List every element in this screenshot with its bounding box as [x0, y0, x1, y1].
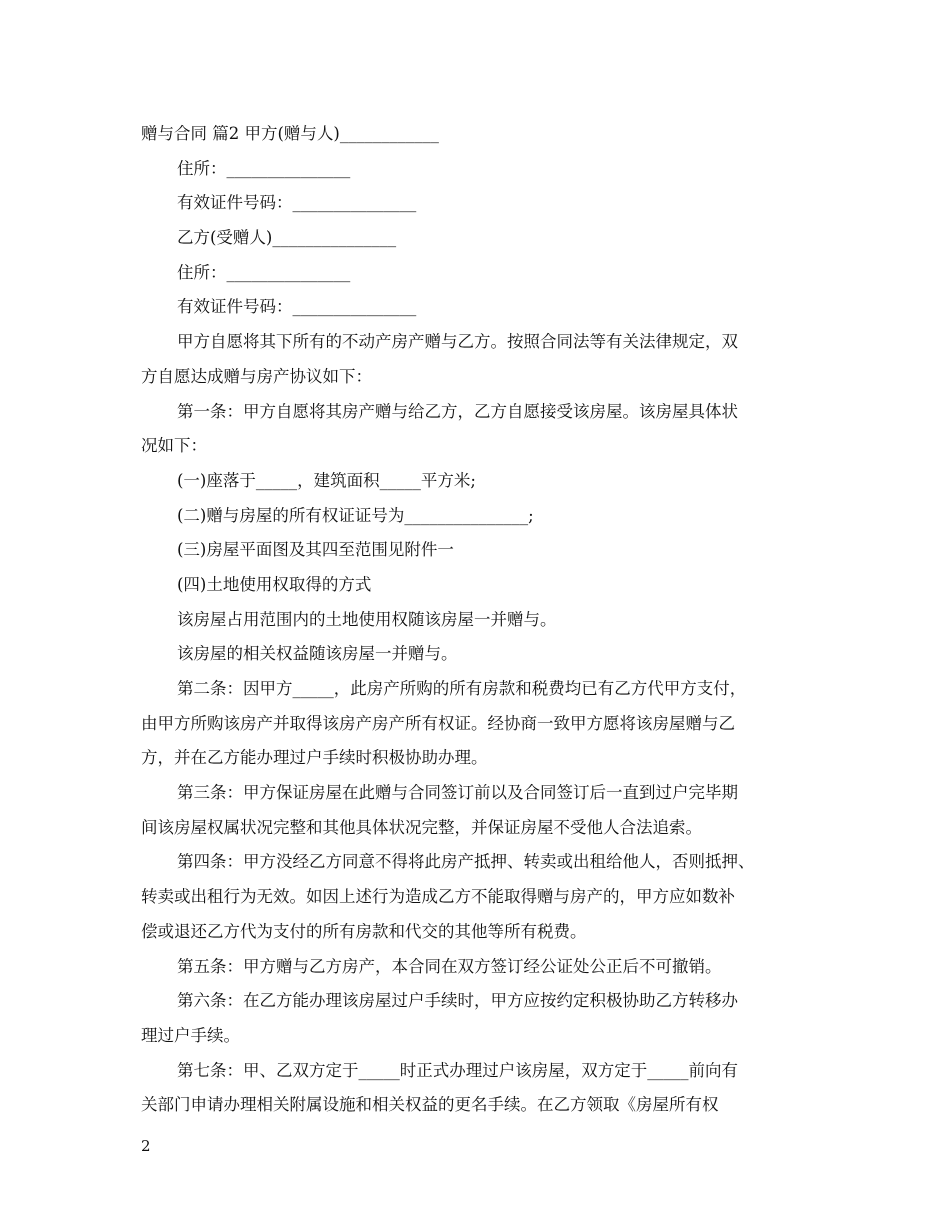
document-line: 乙方(受赠人)_______________: [177, 228, 397, 248]
document-line: 由甲方所购该房产并取得该房产房产所有权证。经协商一致甲方愿将该房屋赠与乙: [141, 713, 735, 733]
page-number: 2: [141, 1137, 151, 1155]
document-line: 第四条：甲方没经乙方同意不得将此房产抵押、转卖或出租给他人，否则抵押、: [177, 852, 755, 872]
document-line: 第三条：甲方保证房屋在此赠与合同签订前以及合同签订后一直到过户完毕期: [177, 783, 738, 803]
document-line: 该房屋的相关权益随该房屋一并赠与。: [177, 644, 458, 664]
document-line: 理过户手续。: [141, 1025, 240, 1045]
document-line: (二)赠与房屋的所有权证证号为_______________;: [177, 505, 534, 525]
document-line: 第七条：甲、乙双方定于_____时正式办理过户该房屋，双方定于_____前向有: [177, 1060, 738, 1080]
document-line: 方，并在乙方能办理过户手续时积极协助办理。: [141, 748, 488, 768]
document-line: (一)座落于_____，建筑面积_____平方米;: [177, 470, 476, 490]
document-body: [141, 117, 813, 1123]
document-line: 第一条：甲方自愿将其房产赠与给乙方，乙方自愿接受该房屋。该房屋具体状: [177, 401, 738, 421]
document-line: 该房屋占用范围内的土地使用权随该房屋一并赠与。: [177, 609, 557, 629]
document-line: 方自愿达成赠与房产协议如下：: [141, 366, 372, 386]
document-line: 住所：_______________: [177, 158, 351, 178]
document-line: 第六条：在乙方能办理该房屋过户手续时，甲方应按约定积极协助乙方转移办: [177, 991, 738, 1011]
document-line: 甲方自愿将其下所有的不动产房产赠与乙方。按照合同法等有关法律规定，双: [177, 332, 738, 352]
document-line: (三)房屋平面图及其四至范围见附件一: [177, 540, 454, 560]
document-line: 况如下：: [141, 436, 207, 456]
document-line: 第五条：甲方赠与乙方房产，本合同在双方签订经公证处公正后不可撤销。: [177, 956, 722, 976]
document-line: (四)土地使用权取得的方式: [177, 574, 372, 594]
document-line: 关部门申请办理相关附属设施和相关权益的更名手续。在乙方领取《房屋所有权: [141, 1095, 719, 1115]
document-line: 住所：_______________: [177, 262, 351, 282]
document-line: 有效证件号码：_______________: [177, 193, 417, 213]
document-line: 第二条：因甲方_____，此房产所购的所有房款和税费均已有乙方代甲方支付，: [177, 679, 747, 698]
document-line: 转卖或出租行为无效。如因上述行为造成乙方不能取得赠与房产的，甲方应如数补: [141, 887, 735, 907]
document-line: 偿或退还乙方代为支付的所有房款和代交的其他等所有税费。: [141, 921, 587, 941]
document-line: 有效证件号码：_______________: [177, 297, 417, 317]
document-line: 间该房屋权属状况完整和其他具体状况完整，并保证房屋不受他人合法追索。: [141, 817, 702, 837]
document-line: 赠与合同 篇2 甲方(赠与人)____________: [141, 124, 439, 143]
